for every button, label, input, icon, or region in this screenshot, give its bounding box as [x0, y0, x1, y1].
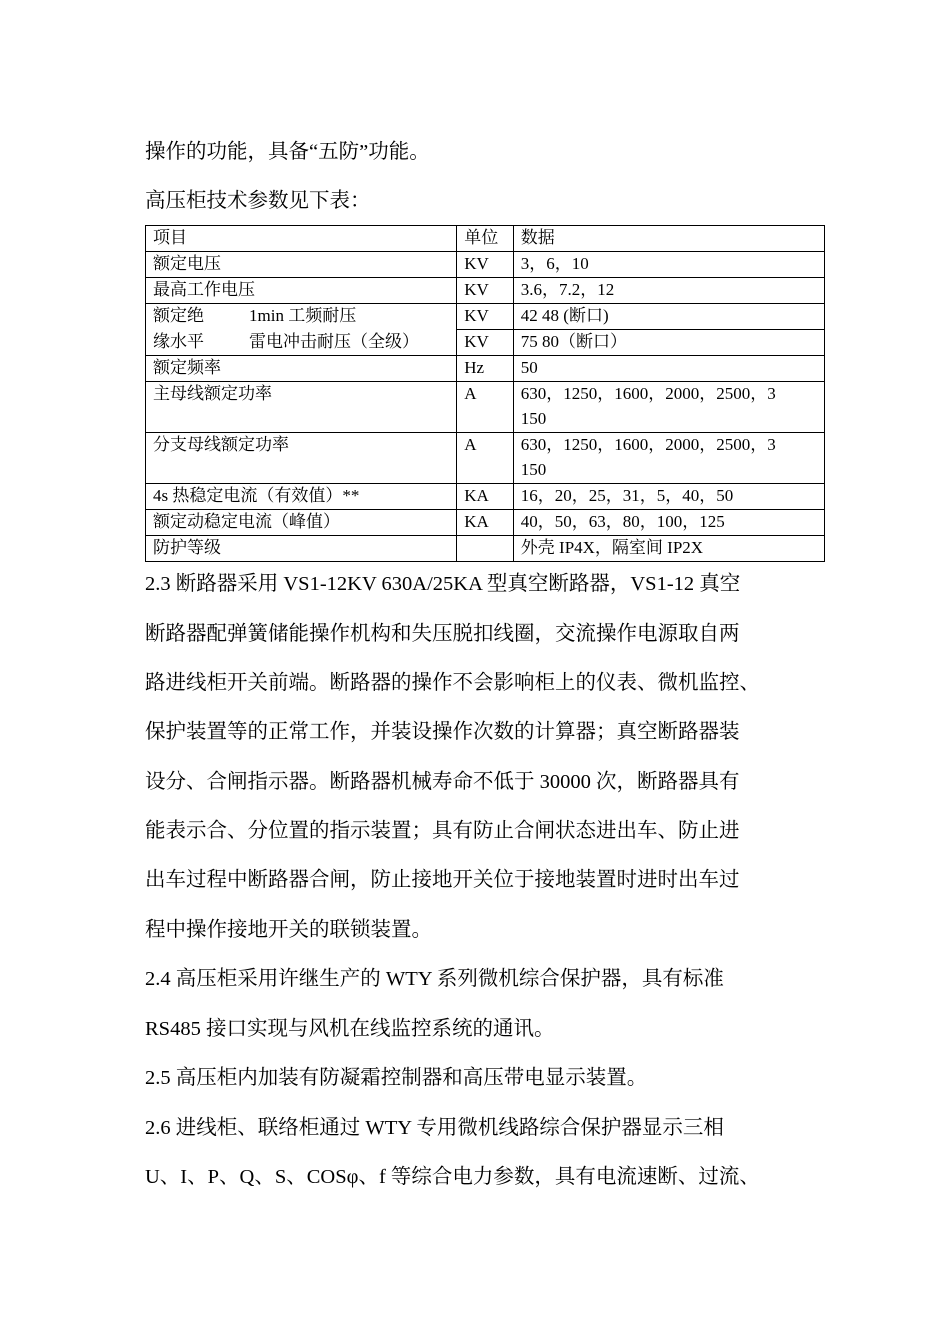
row-data: 3，6，10: [513, 252, 824, 278]
row-item: 分支母线额定功率: [146, 433, 457, 484]
row-data: 50: [513, 356, 824, 382]
row-unit: KV: [457, 278, 514, 304]
header-item: 项目: [146, 226, 457, 252]
table-row: [146, 278, 825, 304]
row-data: 40，50，63，80，100，125: [513, 510, 824, 536]
intro-line: 操作的功能，具备“五防”功能。: [145, 141, 430, 163]
row-item: 额定频率: [146, 356, 457, 382]
row-data: 42 48 (断口): [513, 304, 824, 330]
row-item: 额定绝: [153, 306, 204, 325]
row-unit: KV: [457, 304, 514, 330]
row-item: 4s 热稳定电流（有效值）**: [146, 484, 457, 510]
row-item: 主母线额定功率: [146, 382, 457, 433]
table-row: [146, 304, 825, 330]
row-item: 最高工作电压: [146, 278, 457, 304]
table-row: [146, 252, 825, 278]
section-2-3: 2.3 断路器采用 VS1-12KV 630A/25KA 型真空断路器，VS1-12 真空: [145, 573, 741, 595]
row-data: 16，20，25，31，5，40，50: [513, 484, 824, 510]
row-item: 额定电压: [146, 252, 457, 278]
table-caption: 高压柜技术参数见下表：: [145, 190, 371, 212]
section-2-3-line: 路进线柜开关前端。断路器的操作不会影响柜上的仪表、微机监控、: [145, 672, 760, 694]
section-2-3-line: 断路器配弹簧储能操作机构和失压脱扣线圈，交流操作电源取自两: [145, 623, 740, 645]
row-unit: KA: [457, 484, 514, 510]
section-2-6: 2.6 进线柜、联络柜通过 WTY 专用微机线路综合保护器显示三相: [145, 1117, 724, 1139]
section-2-4: 2.4 高压柜采用许继生产的 WTY 系列微机综合保护器，具有标准: [145, 968, 724, 990]
row-unit: [457, 536, 514, 562]
section-2-6-line: U、I、P、Q、S、COSφ、f 等综合电力参数，具有电流速断、过流、: [145, 1166, 760, 1188]
section-2-4-line: RS485 接口实现与风机在线监控系统的通讯。: [145, 1018, 555, 1040]
row-unit: KV: [457, 252, 514, 278]
row-data: 630，1250，1600，2000，2500，3 150: [513, 433, 824, 484]
row-data: 外壳 IP4X，隔室间 IP2X: [513, 536, 824, 562]
section-2-3-line: 出车过程中断路器合闸，防止接地开关位于接地装置时进时出车过: [145, 869, 740, 891]
row-data: 630，1250，1600，2000，2500，3 150: [513, 382, 824, 433]
table-header-row: [146, 226, 825, 252]
table-row: [146, 510, 825, 536]
row-data: 75 80（断口）: [513, 330, 824, 356]
row-subitem: 雷电冲击耐压（全级）: [249, 331, 419, 351]
row-unit: KV: [457, 330, 514, 356]
row-data: 3.6，7.2，12: [513, 278, 824, 304]
parameters-table: [145, 225, 825, 562]
header-unit: 单位: [457, 226, 514, 252]
row-subitem: 1min 工频耐压: [249, 306, 357, 325]
table-row: [146, 356, 825, 382]
row-item: 防护等级: [146, 536, 457, 562]
row-item: 缘水平: [153, 331, 204, 351]
section-2-5: 2.5 高压柜内加装有防凝霜控制器和高压带电显示装置。: [145, 1067, 648, 1089]
header-data: 数据: [513, 226, 824, 252]
section-2-3-line: 程中操作接地开关的联锁装置。: [145, 919, 432, 941]
row-unit: A: [457, 382, 514, 433]
table-row: [146, 330, 825, 356]
table-row: [146, 382, 825, 433]
row-unit: Hz: [457, 356, 514, 382]
row-item-insulation: [146, 330, 457, 356]
section-2-3-line: 保护装置等的正常工作，并装设操作次数的计算器；真空断路器装: [145, 721, 740, 743]
table-row: [146, 433, 825, 484]
row-item-insulation: [146, 304, 457, 330]
table-row: [146, 484, 825, 510]
row-unit: KA: [457, 510, 514, 536]
table-row: [146, 536, 825, 562]
section-2-3-line: 设分、合闸指示器。断路器机械寿命不低于 30000 次，断路器具有: [145, 771, 740, 793]
row-unit: A: [457, 433, 514, 484]
row-item: 额定动稳定电流（峰值）: [146, 510, 457, 536]
section-2-3-line: 能表示合、分位置的指示装置；具有防止合闸状态进出车、防止进: [145, 820, 740, 842]
